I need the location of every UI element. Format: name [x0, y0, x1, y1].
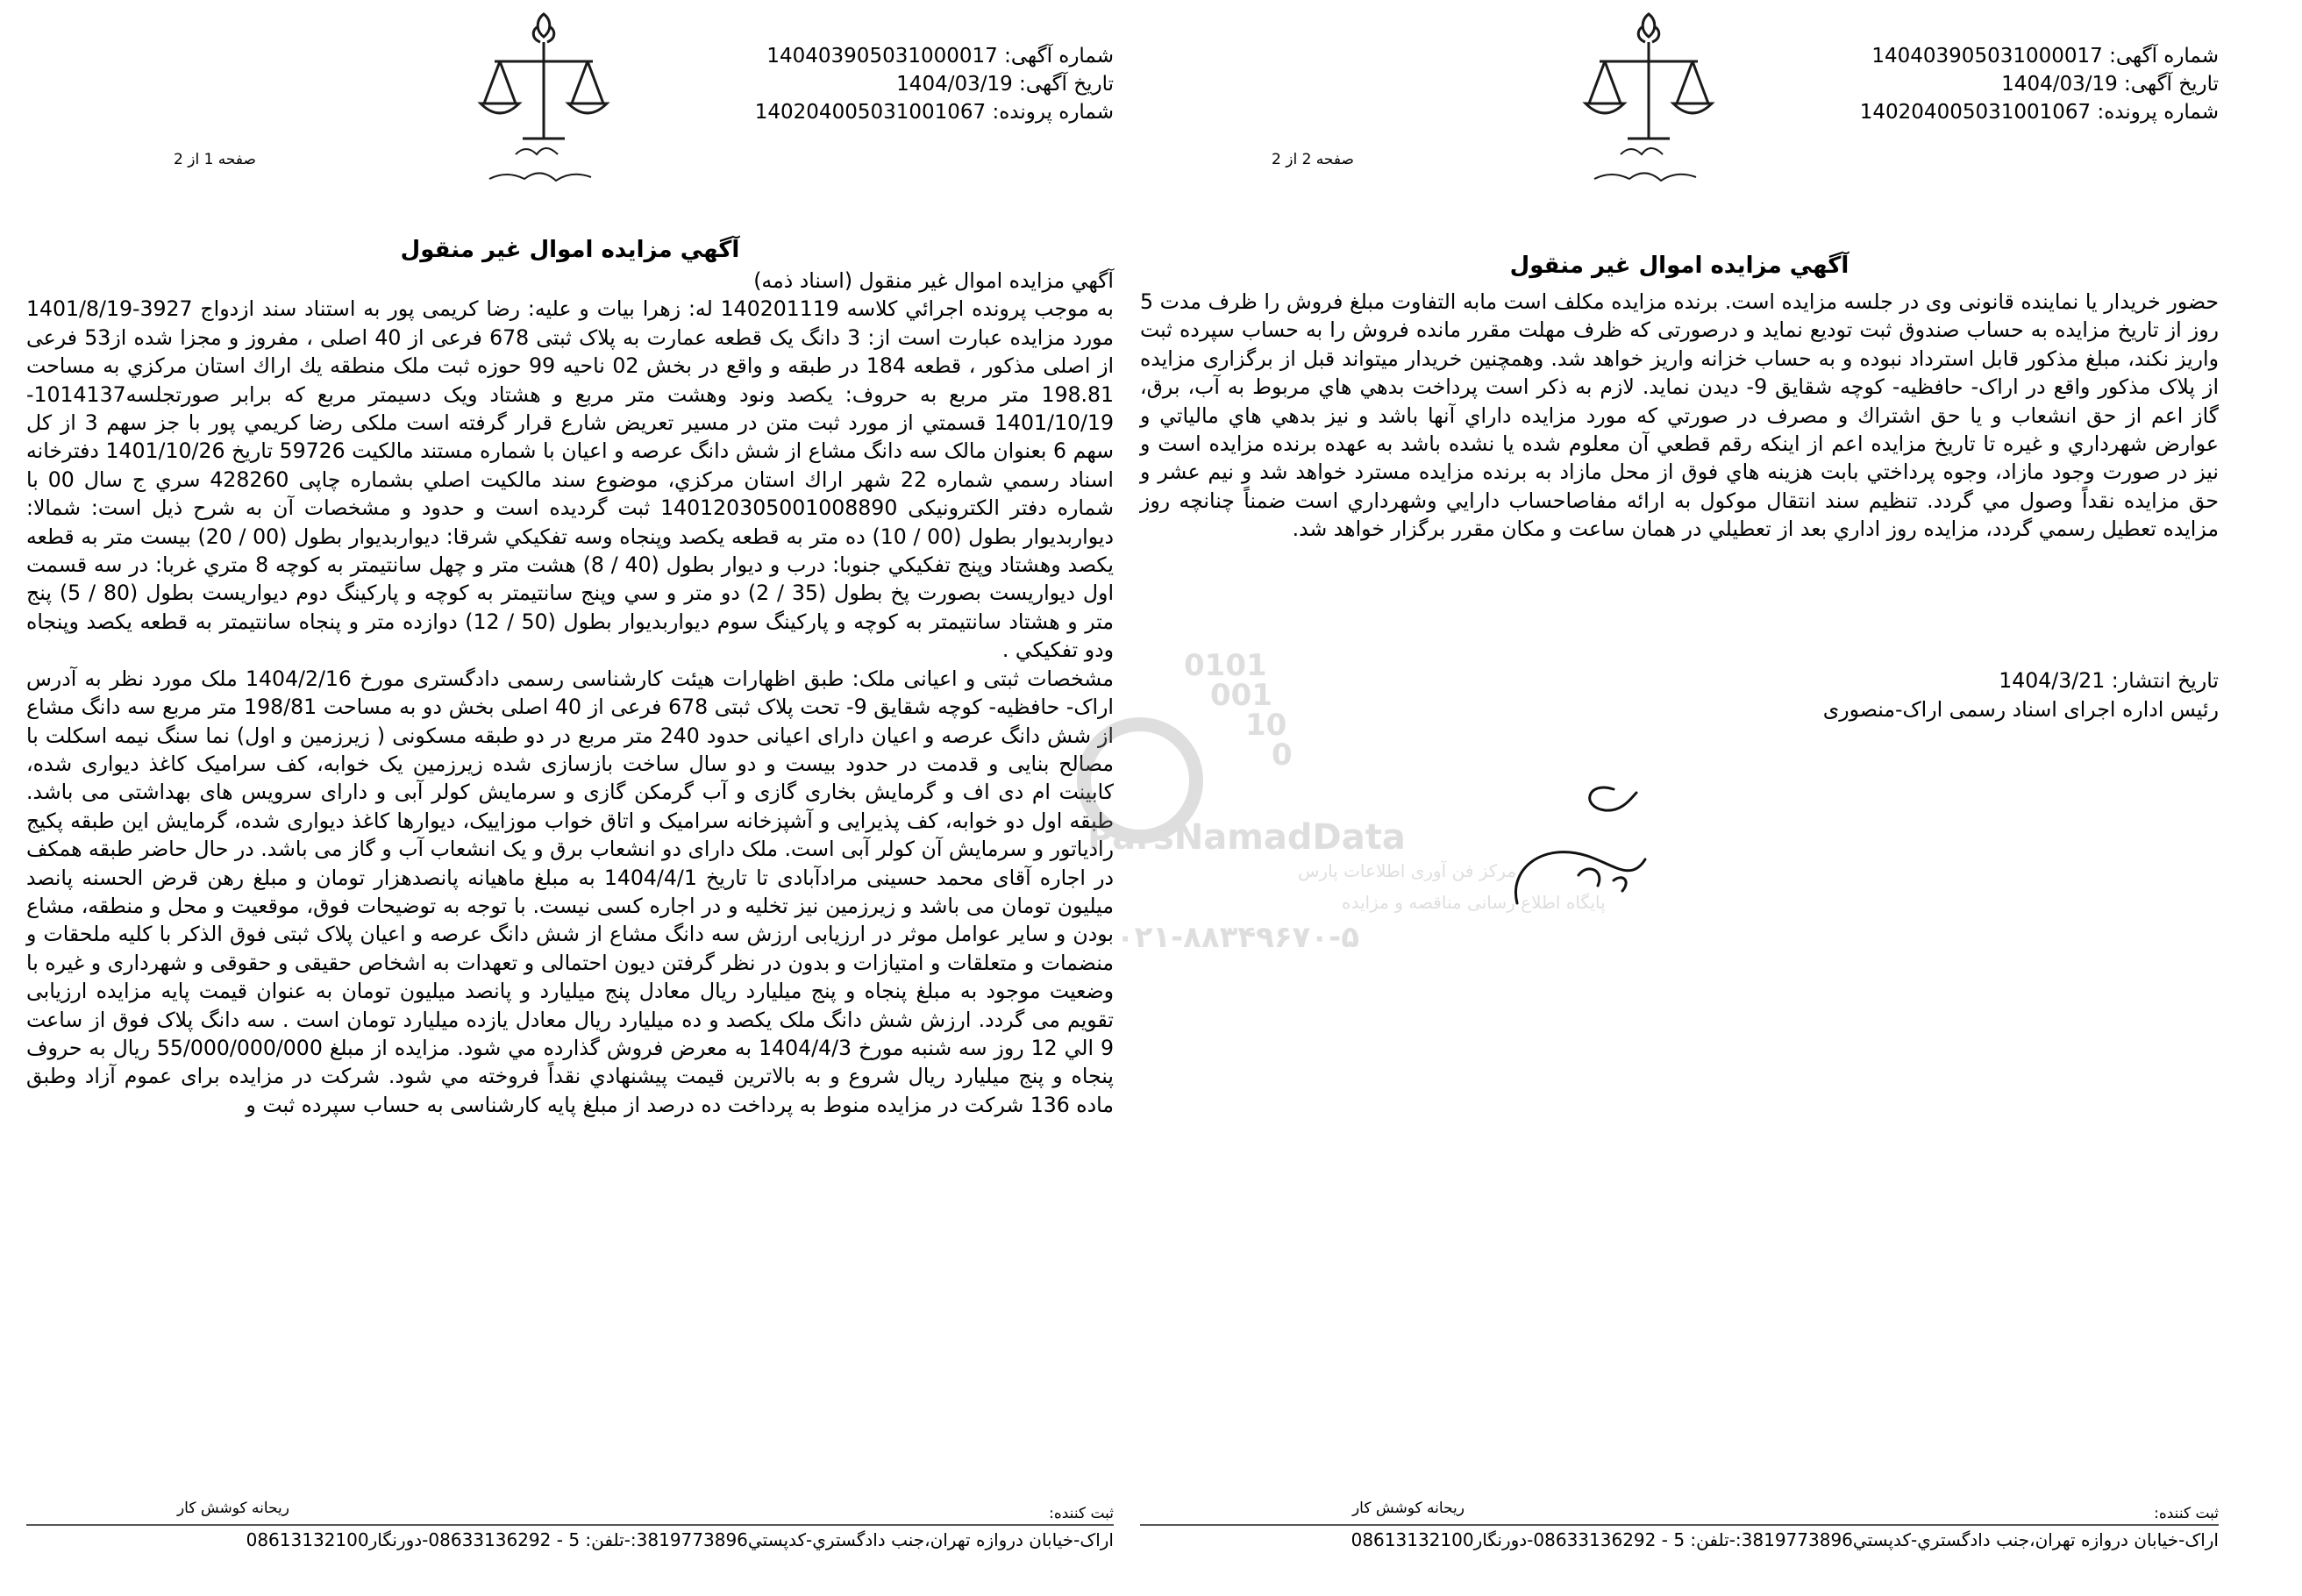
registrar-name: ريحانه كوشش كار: [176, 1500, 289, 1517]
footer-address: اراک-خيابان دروازه تهران،جنب دادگستري-كدپستي3819773896:-تلفن: 5 - 08633136292-دورنگار08613132100: [246, 1529, 1114, 1550]
page-number: صفحه 2 از 2: [1272, 151, 1354, 168]
watermark-brand: ParsNamadData: [1087, 817, 1406, 858]
header-meta: [745, 42, 1114, 126]
page-number: صفحه 1 از 2: [174, 151, 256, 168]
footer-address: اراک-خيابان دروازه تهران،جنب دادگستري-كدپستي3819773896:-تلفن: 5 - 08633136292-دورنگار08613132100: [1351, 1529, 2219, 1550]
ad-date: تاریخ آگهی: 1404/03/19: [896, 73, 1114, 96]
watermark-phone: ۰۲۱-۸۸۳۴۹۶۷۰-۵: [1115, 920, 1359, 955]
registrar-name: ريحانه كوشش كار: [1351, 1500, 1465, 1517]
case-number: شماره پرونده: 140204005031001067: [1859, 101, 2219, 124]
page-2: [1140, 0, 2219, 1596]
handwritten-signature: [1482, 772, 1657, 921]
case-number: شماره پرونده: 140204005031001067: [754, 101, 1114, 124]
ad-number: شماره آگهی: 140403905031000017: [766, 45, 1114, 68]
svg-text:0: 0: [1272, 737, 1293, 773]
svg-text:001: 001: [1210, 678, 1272, 713]
notice-title: آگهي مزايده اموال غير منقول: [1509, 253, 1849, 279]
registrar-label: ثبت كننده:: [1049, 1505, 1114, 1522]
ad-number: شماره آگهی: 140403905031000017: [1871, 45, 2219, 68]
signature-block: [1823, 666, 2219, 724]
watermark-line1: مركز فن آوری اطلاعات پارس: [1298, 860, 1517, 881]
svg-text:10: 10: [1245, 708, 1287, 743]
svg-text:0101: 0101: [1184, 648, 1267, 683]
judiciary-emblem-icon: [465, 7, 623, 196]
body-paragraph: حضور خريدار يا نماينده قانونی وی در جلسه مزايده است. برنده مزايده مكلف است مابه التفاوت مبلغ فروش را ظرف مدت 5 روز از تاريخ مزايده به حساب صندوق ثبت توديع نمايد و درصورتی كه ظرف مهلت مقرر مانده فروش را به حساب سپرده ثبت واريز نكند، مبلغ مذكور قابل استرداد نبوده و به حساب خزانه واريز خواهد شد. وهمچنين خريدار ميتواند قبل از برگزاری مزايده از پلاک مذكور واقع در اراک- حافظيه- كوچه شقايق 9- ديدن نمايد. لازم به ذكر است پرداخت بدهي هاي مربوط به آب، برق، گاز اعم از حق انشعاب و يا حق اشتراك و مصرف در صورتي كه مورد مزايده داراي آنها باشد و نيز بدهي هاي مالياتي و عوارض شهرداري و غيره تا تاريخ مزايده اعم از اينكه رقم قطعي آن معلوم شده يا نشده باشد به عهده برنده مزايده است و نيز در صورت وجود مازاد، وجوه پرداختي بابت هزينه هاي فوق از محل مازاد به برنده مزايده مسترد خواهد شد و نيم عشر و حق مزايده نقداً وصول مي گردد. تنظيم سند انتقال موكول به ارائه مفاصاحساب دارايي وشهرداري است ضمناً چنانچه روز مزايده تعطيل رسمي گردد، مزايده روز اداري بعد از تعطيلي در همان ساعت و مكان مقرر برگزار خواهد شد.: [1140, 289, 2219, 542]
notice-title: آگهي مزايده اموال غير منقول: [400, 237, 740, 263]
ad-date: تاریخ آگهی: 1404/03/19: [2001, 73, 2219, 96]
body-paragraph: به موجب پرونده اجرائي كلاسه 140201119 له: زهرا بيات و عليه: رضا كريمی پور به استناد سند ازدواج 3927-1401/8/19 مورد مزايده عبارت است از: 3 دانگ يک قطعه عمارت به پلاک ثبتی 678 فرعی از 40 اصلی ، مفروز و مجزا شده از53 فرعی از اصلی مذكور ، قطعه 184 در طبقه و واقع در بخش 02 ناحيه 99 حوزه ثبت ملک منطقه يك اراك استان مركزي به مساحت 198.81 متر مربع به حروف: يكصد ونود وهشت متر مربع و هشتاد ويک دسيمتر مربع كه برابر صورتجلسه1014137-1401/10/19 قسمتي از مورد ثبت متن در مسير تعريض شارع قرار گرفته است ملكی رضا كريمي پور با جز سهم 3 از كل سهم 6 بعنوان مالک سه دانگ مشاع از شش دانگ عرصه و اعيان با شماره مستند مالكيت 59726 تاريخ 1401/10/26 دفترخانه اسناد رسمي شماره 22 شهر اراك استان مركزي، موضوع سند مالكيت اصلي بشماره چاپی 428260 سري ج سال 00 با شماره دفتر الكترونيكی 140120305001008890 ثبت گرديده است و حدود و مشخصات آن به شرح ذيل است: شمالا: ديواربديوار بطول (00 / 10) ده متر به قطعه يكصد وپنجاه وسه تفكيكي شرقا: ديواربديوار بطول (00 / 20) بيست متر به قطعه يكصد وهشتاد وپنج تفكيكي جنوبا: درب و ديوار بطول (40 / 8) هشت متر و چهل سانتيمتر به كوچه 8 متري غربا: در سه قسمت اول ديواريست بصورت پخ بطول (35 / 2) دو متر و سي وپنج سانتيمتر به كوچه و پاركينگ دوم ديواريست بطول (80 / 5) پنج متر و هشتاد سانتيمتر به كوچه و پاركينگ سوم ديواربديوار بطول (50 / 12) دوازده متر و پنجاه سانتيمتر به قطعه يكصد وپنجاه ودو تفكيكي .: [26, 296, 1115, 663]
publish-date: تاريخ انتشار: 1404/3/21: [1999, 668, 2219, 693]
body-paragraph: مشخصات ثبتی و اعيانی ملک: طبق اظهارات هيئت كارشناسی رسمی دادگستری مورخ 1404/2/16 ملک مورد نظر به آدرس اراک- حافظيه- كوچه شقايق 9- تحت پلاک ثبتی 678 فرعی از 40 اصلی بخش دو به مساحت 198/81 متر مربع سه دانگ مشاع از شش دانگ عرصه و اعيان دارای اعيانی حدود 240 متر مربع در دو طبقه مسكونی ( زيرزمين و اول) نما سنگ نيمه اسكلت با مصالح بنايی و قدمت در حدود بيست و دو سال ساخت بازسازی شده زيرزمين يک خوابه، كف سراميک كاغذ ديواری شده، كابينت ام دی اف و گرمايش بخاری گازی و آب گرمكن گازی و سرمايش كولر آبی و دارای سرويس های بهداشتی می باشد. طبقه اول دو خوابه، كف پذيرايی و آشپزخانه سراميک و اتاق خواب موزاييک، ديوارها كاغذ ديواری شده، گرمايش اين طبقه پكيج رادياتور و سرمايش آن كولر آبی است. ملک دارای دو انشعاب برق و يک انشعاب آب و گاز می باشد. در حال حاضر طبقه همكف در اجاره آقای محمد حسينی مرادآبادی تا تاريخ 1404/4/1 به مبلغ ماهيانه پانصدهزار تومان و مبلغ رهن قرض الحسنه پانصد ميليون تومان می باشد و زيرزمين نيز تخليه و در اجاره كسی نيست. با توجه به توضيحات فوق، موقعيت و محل و منطقه، مشاع بودن و ساير عوامل موثر در ارزيابی ارزش سه دانگ مشاع از شش دانگ عرصه و اعيان پلاک ثبتی فوق الذكر با كليه ملحقات و منضمات و متعلقات و امتيازات و بدون در نظر گرفتن ديون احتمالی و تعهدات به اشخاص حقيقی و حقوقی و شهرداری و غيره با وضعيت موجود به مبلغ پنجاه و پنج ميليارد ريال معادل پنج ميليارد و پانصد ميليون تومان به عنوان قيمت پايه مزايده ارزيابی تقويم می گردد. ارزش شش دانگ ملک يكصد و ده ميليارد ريال معادل يازده ميليارد تومان است . سه دانگ پلاک فوق از ساعت 9 الي 12 روز سه شنبه مورخ 1404/4/3 به معرض فروش گذارده مي شود. مزايده از مبلغ 55/000/000/000 ريال به حروف پنجاه و پنج ميليارد ريال شروع و به بالاترين قيمت پيشنهادي نقداً فروخته مي شود. شركت در مزايده برای عموم آزاد وطبق ماده 136 شركت در مزايده منوط به پرداخت ده درصد از مبلغ پايه كارشناسی به حساب سپرده ثبت و: [26, 666, 1114, 1117]
subtitle-paragraph: آگهي مزايده اموال غير منقول (اسناد ذمه): [753, 268, 1114, 293]
page-1: [26, 0, 1114, 1596]
watermark-line2: پايگاه اطلاع رسانی مناقصه و مزايده: [1342, 892, 1606, 913]
footer-divider: [26, 1524, 1114, 1526]
header-meta: [1850, 42, 2219, 126]
notice-body: [26, 267, 1114, 1119]
signatory: رئيس اداره اجرای اسناد رسمی اراک-منصوری: [1822, 697, 2219, 722]
judiciary-emblem-icon: [1570, 7, 1728, 196]
registrar-label: ثبت كننده:: [2154, 1505, 2219, 1522]
footer-divider: [1140, 1524, 2219, 1526]
notice-body: [1140, 288, 2219, 544]
